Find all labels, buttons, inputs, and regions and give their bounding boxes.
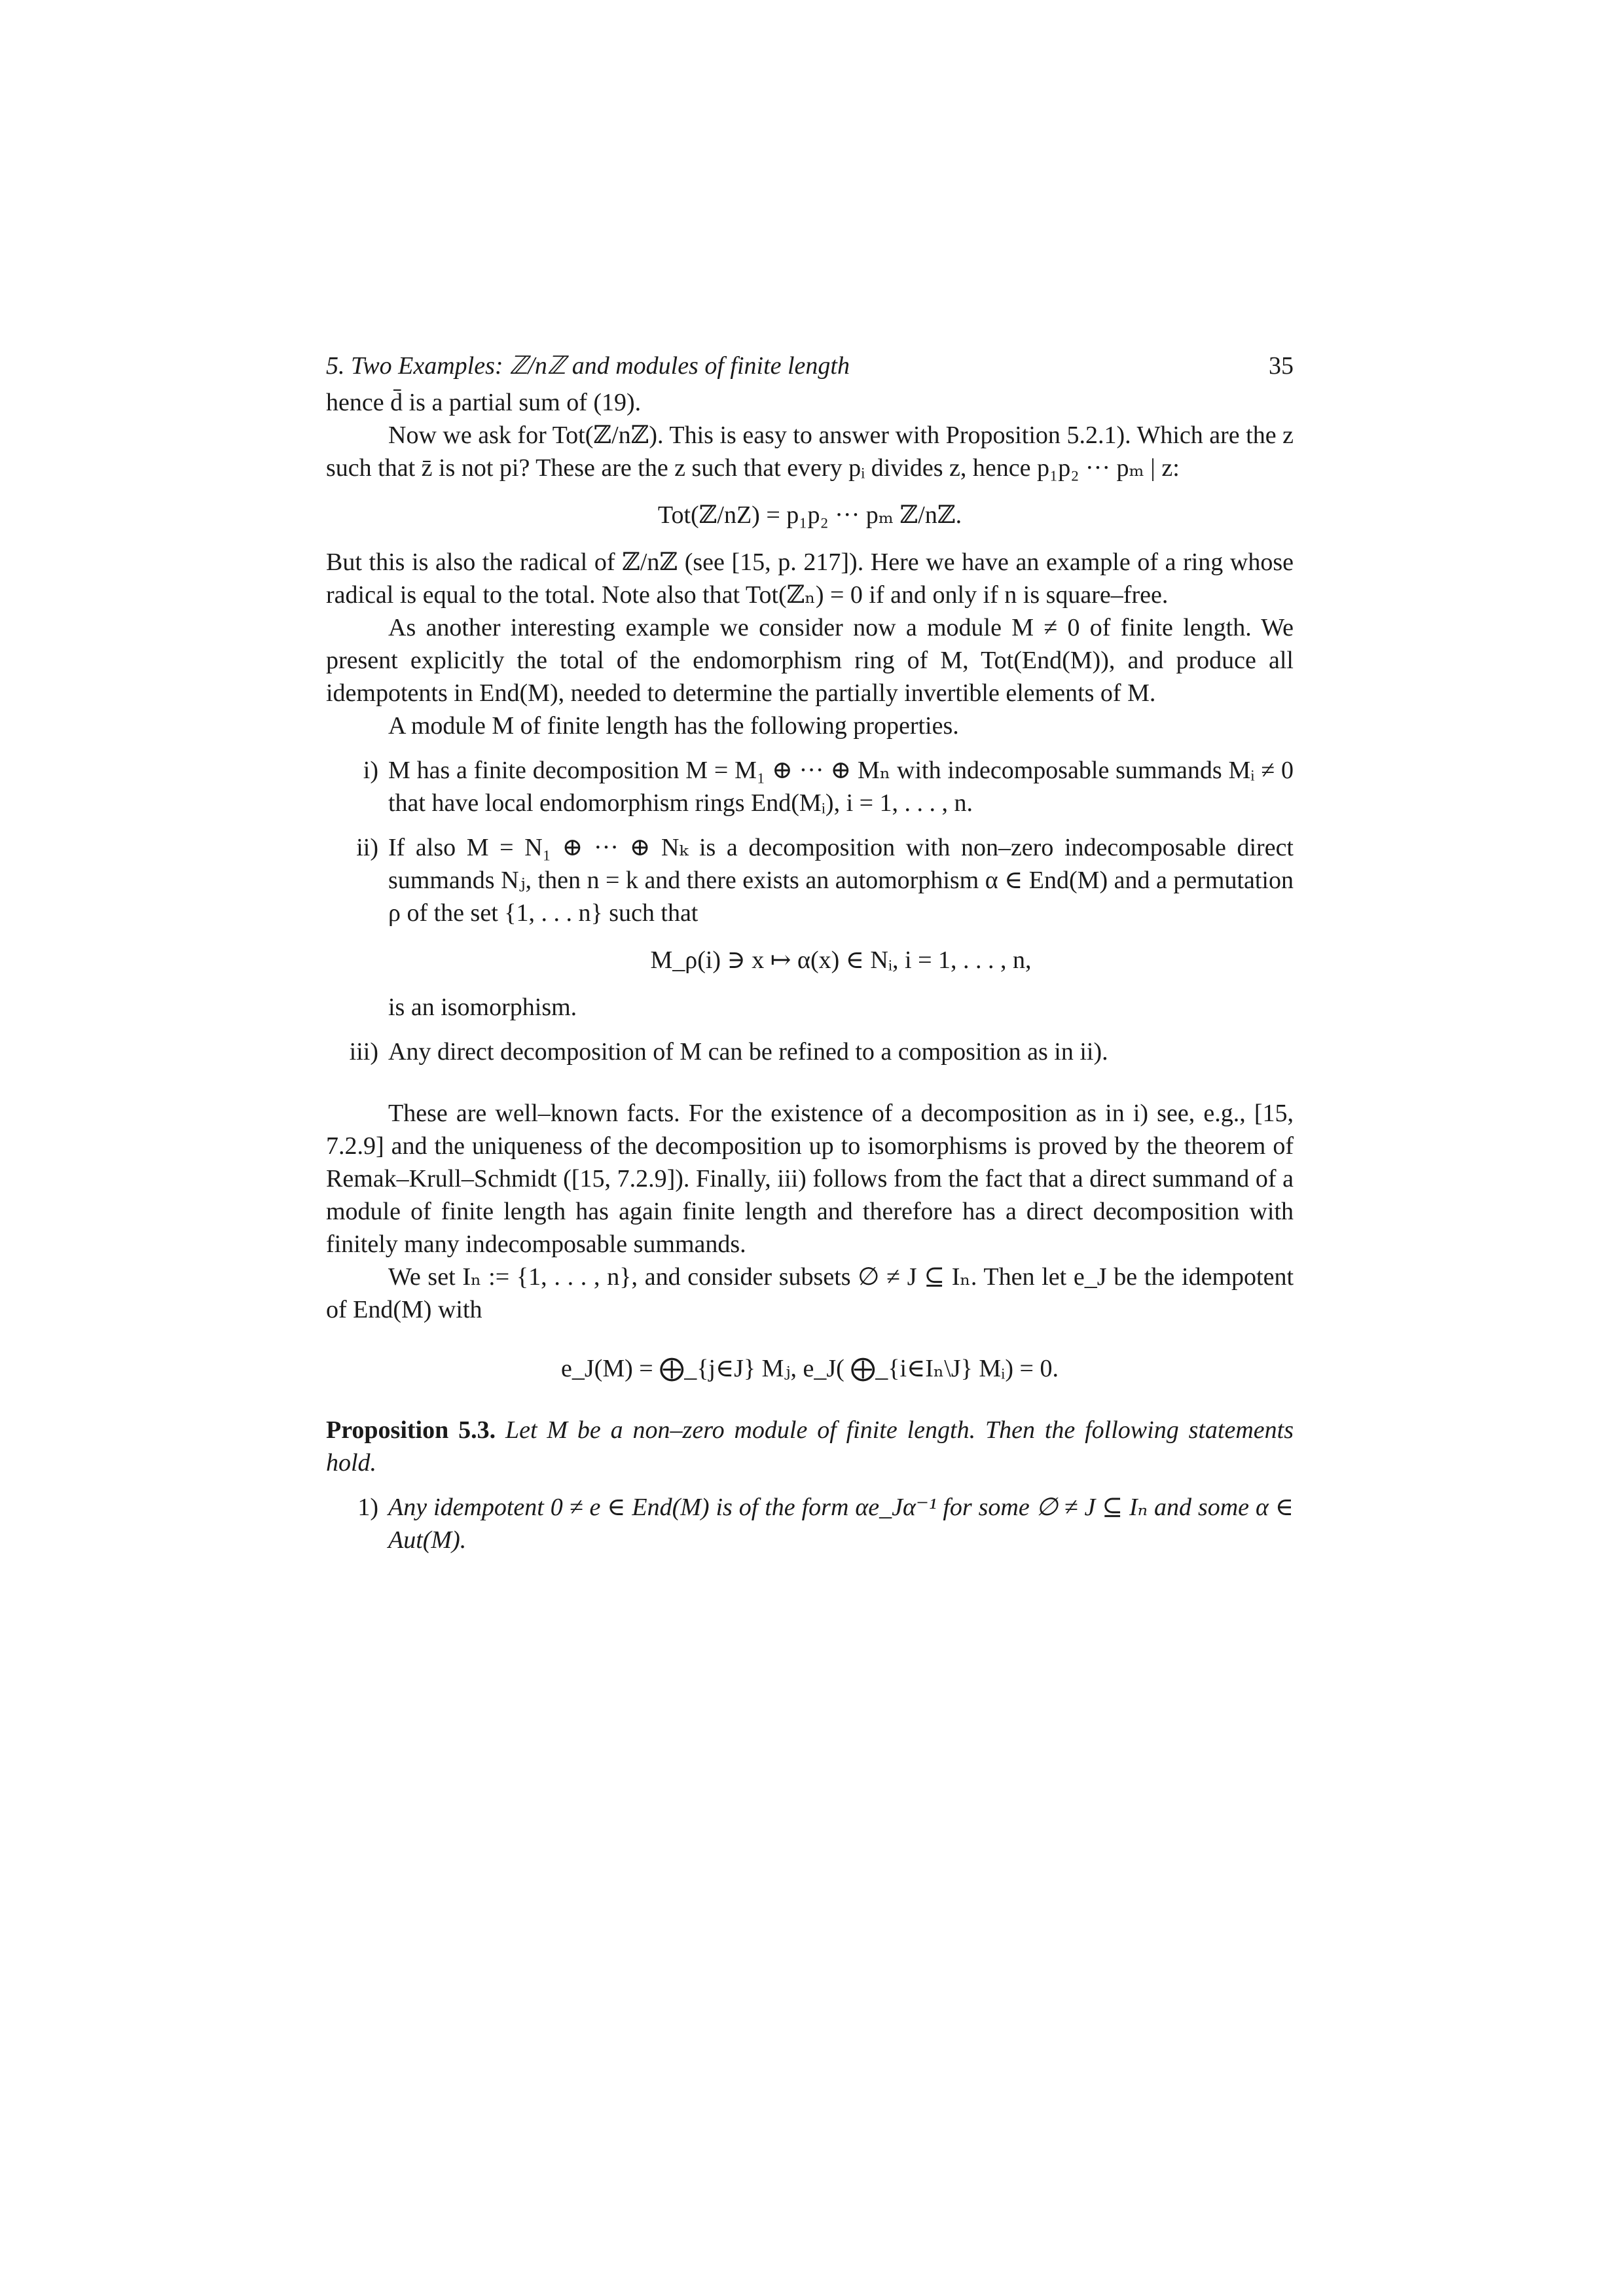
list-item-iii (326, 1035, 1294, 1068)
proposition-statement: Let M be a non–zero module of finite length. Then the following statements hold. (326, 1416, 1294, 1477)
proposition-heading: Proposition 5.3. (326, 1416, 496, 1444)
list-text: Any idempotent 0 ≠ e ∈ End(M) is of the form αe_Jα⁻¹ for some ∅ ≠ J ⊆ Iₙ and some α ∈ Aut(M). (388, 1494, 1294, 1554)
list-text: M has a finite decomposition M = M₁ ⊕ ··· ⊕ Mₙ with indecomposable summands Mᵢ ≠ 0 that have local endomorphism rings End(Mᵢ), i = 1, . . . , n. (388, 757, 1294, 817)
proposition-item-1 (326, 1491, 1294, 1556)
running-header (326, 340, 1294, 386)
page (326, 340, 1294, 1568)
equation-isomorphism: M_ρ(i) ∋ x ↦ α(x) ∈ Nᵢ, i = 1, . . . , n, (650, 946, 1032, 974)
paragraph-6: These are well–known facts. For the existence of a decomposition as in i) see, e.g., [15, 7.2.9] and the uniqueness of the decomposition up to isomorphisms is proved by the theorem of Remak–Krull–Schmidt ([15, 7.2.9]). Finally, iii) follows from the fact that a direct summand of a module of finite length has again finite length and therefore has a direct decomposition with finitely many indecomposable summands. (326, 1100, 1294, 1258)
list-text-after: is an isomorphism. (388, 994, 577, 1021)
page-number: 35 (1269, 352, 1294, 380)
list-item-ii (326, 831, 1294, 1024)
equation-idempotent: e_J(M) = ⨁_{j∈J} Mⱼ, e_J( ⨁_{i∈Iₙ\J} Mᵢ) = 0. (561, 1355, 1059, 1382)
list-label: ii) (356, 834, 378, 861)
list-text: If also M = N₁ ⊕ ··· ⊕ Nₖ is a decomposition with non–zero indecomposable direct summands Nⱼ, then n = k and there exists an automorphism α ∈ End(M) and a permutation ρ of the set {1, . . . n} such that (388, 834, 1294, 927)
proposition-5-3 (326, 1414, 1294, 1479)
list-label: i) (363, 757, 378, 784)
paragraph-5: A module M of finite length has the following properties. (388, 712, 959, 740)
paragraph-1: hence d̄ is a partial sum of (19). (326, 389, 642, 416)
running-title: 5. Two Examples: ℤ/nℤ and modules of finite length (326, 352, 850, 380)
paragraph-7: We set Iₙ := {1, . . . , n}, and consider subsets ∅ ≠ J ⊆ Iₙ. Then let e_J be the idempotent of End(M) with (326, 1263, 1294, 1323)
paragraph-3: But this is also the radical of ℤ/nℤ (see [15, p. 217]). Here we have an example of a ring whose radical is equal to the total. Note also that Tot(ℤₙ) = 0 if and only if n is square–free. (326, 548, 1294, 609)
list-item-i (326, 754, 1294, 819)
list-text: Any direct decomposition of M can be refined to a composition as in ii). (388, 1038, 1108, 1066)
paragraph-4: As another interesting example we consider now a module M ≠ 0 of finite length. We present explicitly the total of the endomorphism ring of M, Tot(End(M)), and produce all idempotents in End(M), needed to determine the partially invertible elements of M. (326, 614, 1294, 707)
equation-tot: Tot(ℤ/nZ) = p₁p₂ ··· pₘ ℤ/nℤ. (657, 501, 962, 529)
list-label: 1) (357, 1494, 378, 1521)
paragraph-2: Now we ask for Tot(ℤ/nℤ). This is easy to answer with Proposition 5.2.1). Which are the z such that z̄ is not pi? These are the z such that every pᵢ divides z, hence p₁p₂ ··· pₘ | z: (326, 422, 1294, 482)
list-label: iii) (349, 1038, 378, 1066)
